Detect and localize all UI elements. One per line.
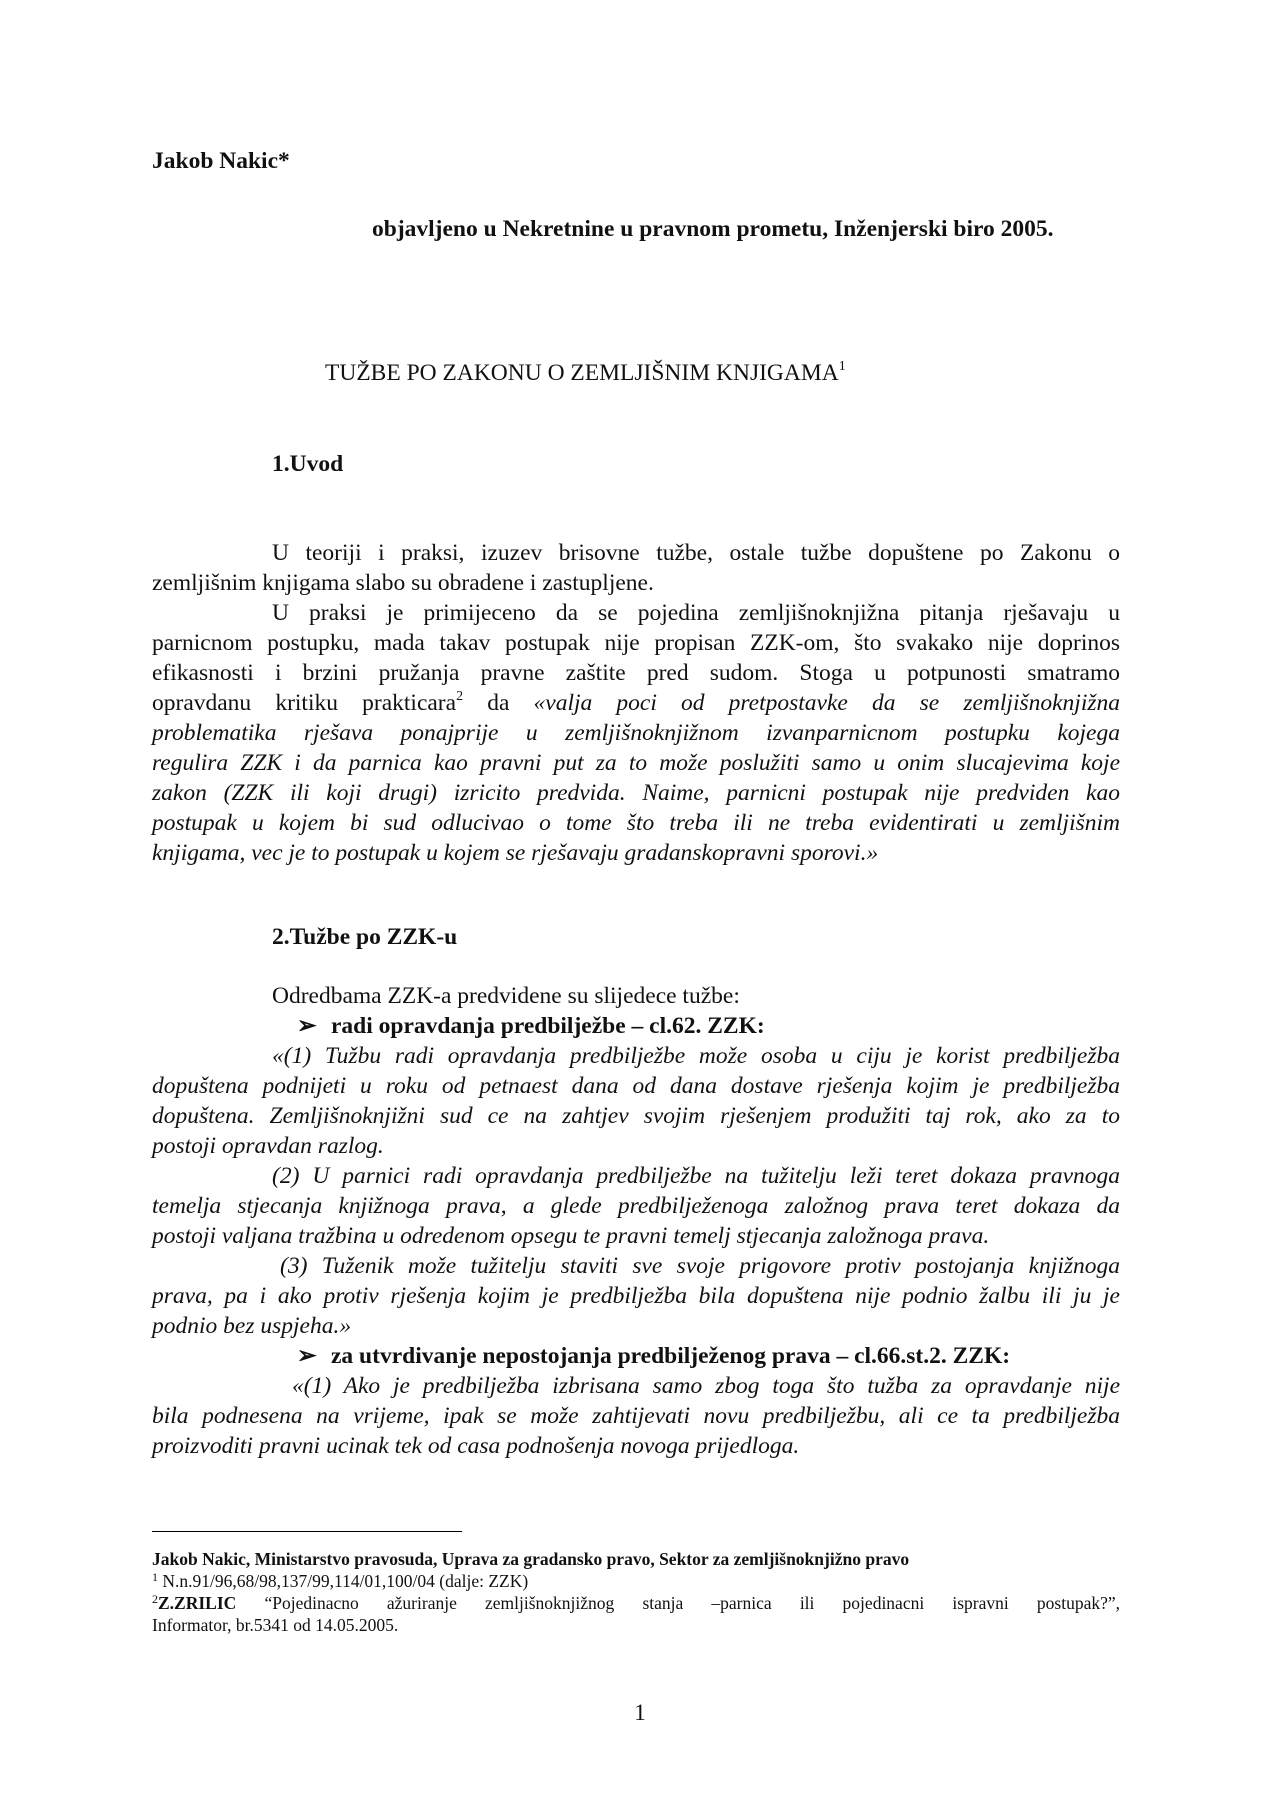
quote-line: regulira ZZK i da parnica kao pravni put za to može poslužiti samo u onim slucajevima koje [152,750,1120,776]
footnote-2-author: Z.ZRILIC [158,1593,237,1613]
quote-line: postupak u kojem bi sud odlucivao o tome što treba ili ne treba evidentirati u zemljišnim [152,810,1120,836]
footnote-1-ref: 1 [152,1570,158,1584]
footnote-star: Jakob Nakic, Ministarstvo pravosuda, Uprava za gradansko pravo, Sektor za zemljišnoknjižno pravo [152,1549,910,1569]
quote-line: problematika rješava ponajprije u zemljišnoknjižnom izvanparnicnom postupku kojega [152,720,1120,746]
section2-heading: 2.Tužbe po ZZK-u [272,924,458,950]
quote-line: proizvoditi pravni ucinak tek od casa podnošenja novoga prijedloga. [152,1433,800,1459]
quote-line: temelja stjecanja knjižnoga prava, a glede predbilježenoga založnog prava teret dokaza da [152,1193,1120,1219]
quote-line: «(1) Tužbu radi opravdanja predbilježbe može osoba u ciju je korist predbilježba [272,1043,1120,1069]
para2-line: efikasnosti i brzini pružanja pravne zaštite pred sudom. Stoga u potpunosti smatramo [152,660,1120,686]
footnotes [152,1548,1120,1636]
footnote-2-text: “Pojedinacno ažuriranje zemljišnoknjižnog stanja –parnica ili pojedinacni ispravni postupak?”, [236,1593,1120,1613]
footnote-2 [152,1592,1120,1614]
bullet-item-1 [152,1011,1120,1041]
para2-line: parnicnom postupku, mada takav postupak nije propisan ZZK-om, što svakako nije doprinos [152,630,1120,656]
quote-line: (3) Tuženik može tužitelju staviti sve svoje prigovore protiv postojanja knjižnoga [280,1253,1120,1279]
footnote-2-ref: 2 [152,1592,158,1606]
footnote-2-line2: Informator, br.5341 od 14.05.2005. [152,1615,399,1635]
footnote-divider [152,1531,462,1532]
section2-body [152,981,1120,1461]
bullet-item-2 [152,1341,1120,1371]
document-title-text: TUŽBE PO ZAKONU O ZEMLJIŠNIM KNJIGAMA [325,360,839,386]
arrow-bullet-icon: ➢ [297,1343,317,1369]
page-number: 1 [634,1700,646,1726]
arrow-bullet-icon: ➢ [297,1013,317,1039]
quote-line: (2) U parnici radi opravdanja predbilježbe na tužitelju leži teret dokaza pravnoga [272,1163,1120,1189]
quote-line: zakon (ZZK ili koji drugi) izricito predvida. Naime, parnicni postupak nije predviden kao [152,780,1120,806]
para1-line: U teoriji i praksi, izuzev brisovne tužbe, ostale tužbe dopuštene po Zakonu o [272,540,1120,566]
quote-line: podnio bez uspjeha.» [152,1313,352,1339]
section1-heading: 1.Uvod [272,451,344,477]
footnote-ref: 2 [456,689,464,704]
footnote-1-text: N.n.91/96,68/98,137/99,114/01,100/04 (dalje: ZZK) [158,1571,529,1591]
para2-text: opravdanu kritiku prakticara [152,690,457,716]
bullet-label: radi opravdanja predbilježbe – cl.62. ZZK: [331,1013,765,1039]
quote-line: knjigama, vec je to postupak u kojem se rješavaju gradanskopravni sporovi.» [152,840,879,866]
bullet-label: za utvrdivanje nepostojanja predbilježenog prava – cl.66.st.2. ZZK: [331,1343,1011,1369]
quote-text: «valja poci od pretpostavke da se zemljišnoknjižna [533,690,1121,716]
quote-line: postoji valjana tražbina u odredenom opsegu te pravni temelj stjecanja založnoga prava. [152,1223,990,1249]
document-title [325,358,846,388]
para2-line: U praksi je primijeceno da se pojedina zemljišnoknjižna pitanja rješavaju u [272,600,1120,626]
publication-note: objavljeno u Nekretnine u pravnom prometu, Inženjerski biro 2005. [372,216,1054,242]
quote-line: dopuštena podnijeti u roku od petnaest dana od dana dostave rješenja kojim je predbilježba [152,1073,1120,1099]
quote-line: prava, pa i ako protiv rješenja kojim je predbilježba bila dopuštena nije podnio žalbu ili ju je [152,1283,1120,1309]
quote-line: bila podnesena na vrijeme, ipak se može zahtijevati novu predbilježbu, ali ce ta predbilježba [152,1403,1120,1429]
para2-text: da [463,690,534,716]
author-name: Jakob Nakic* [152,148,290,174]
section1-body [152,538,1120,868]
para2-line [152,688,1120,718]
section2-intro: Odredbama ZZK-a predvidene su slijedece tužbe: [272,983,740,1009]
footnote-1 [152,1570,1120,1592]
para1-line: zemljišnim knjigama slabo su obradene i zastupljene. [152,570,654,596]
title-footnote-ref: 1 [838,359,846,374]
quote-line: postoji opravdan razlog. [152,1133,384,1159]
quote-line: dopuštena. Zemljišnoknjižni sud ce na zahtjev svojim rješenjem produžiti taj rok, ako za to [152,1103,1120,1129]
quote-line: «(1) Ako je predbilježba izbrisana samo zbog toga što tužba za opravdanje nije [292,1373,1120,1399]
